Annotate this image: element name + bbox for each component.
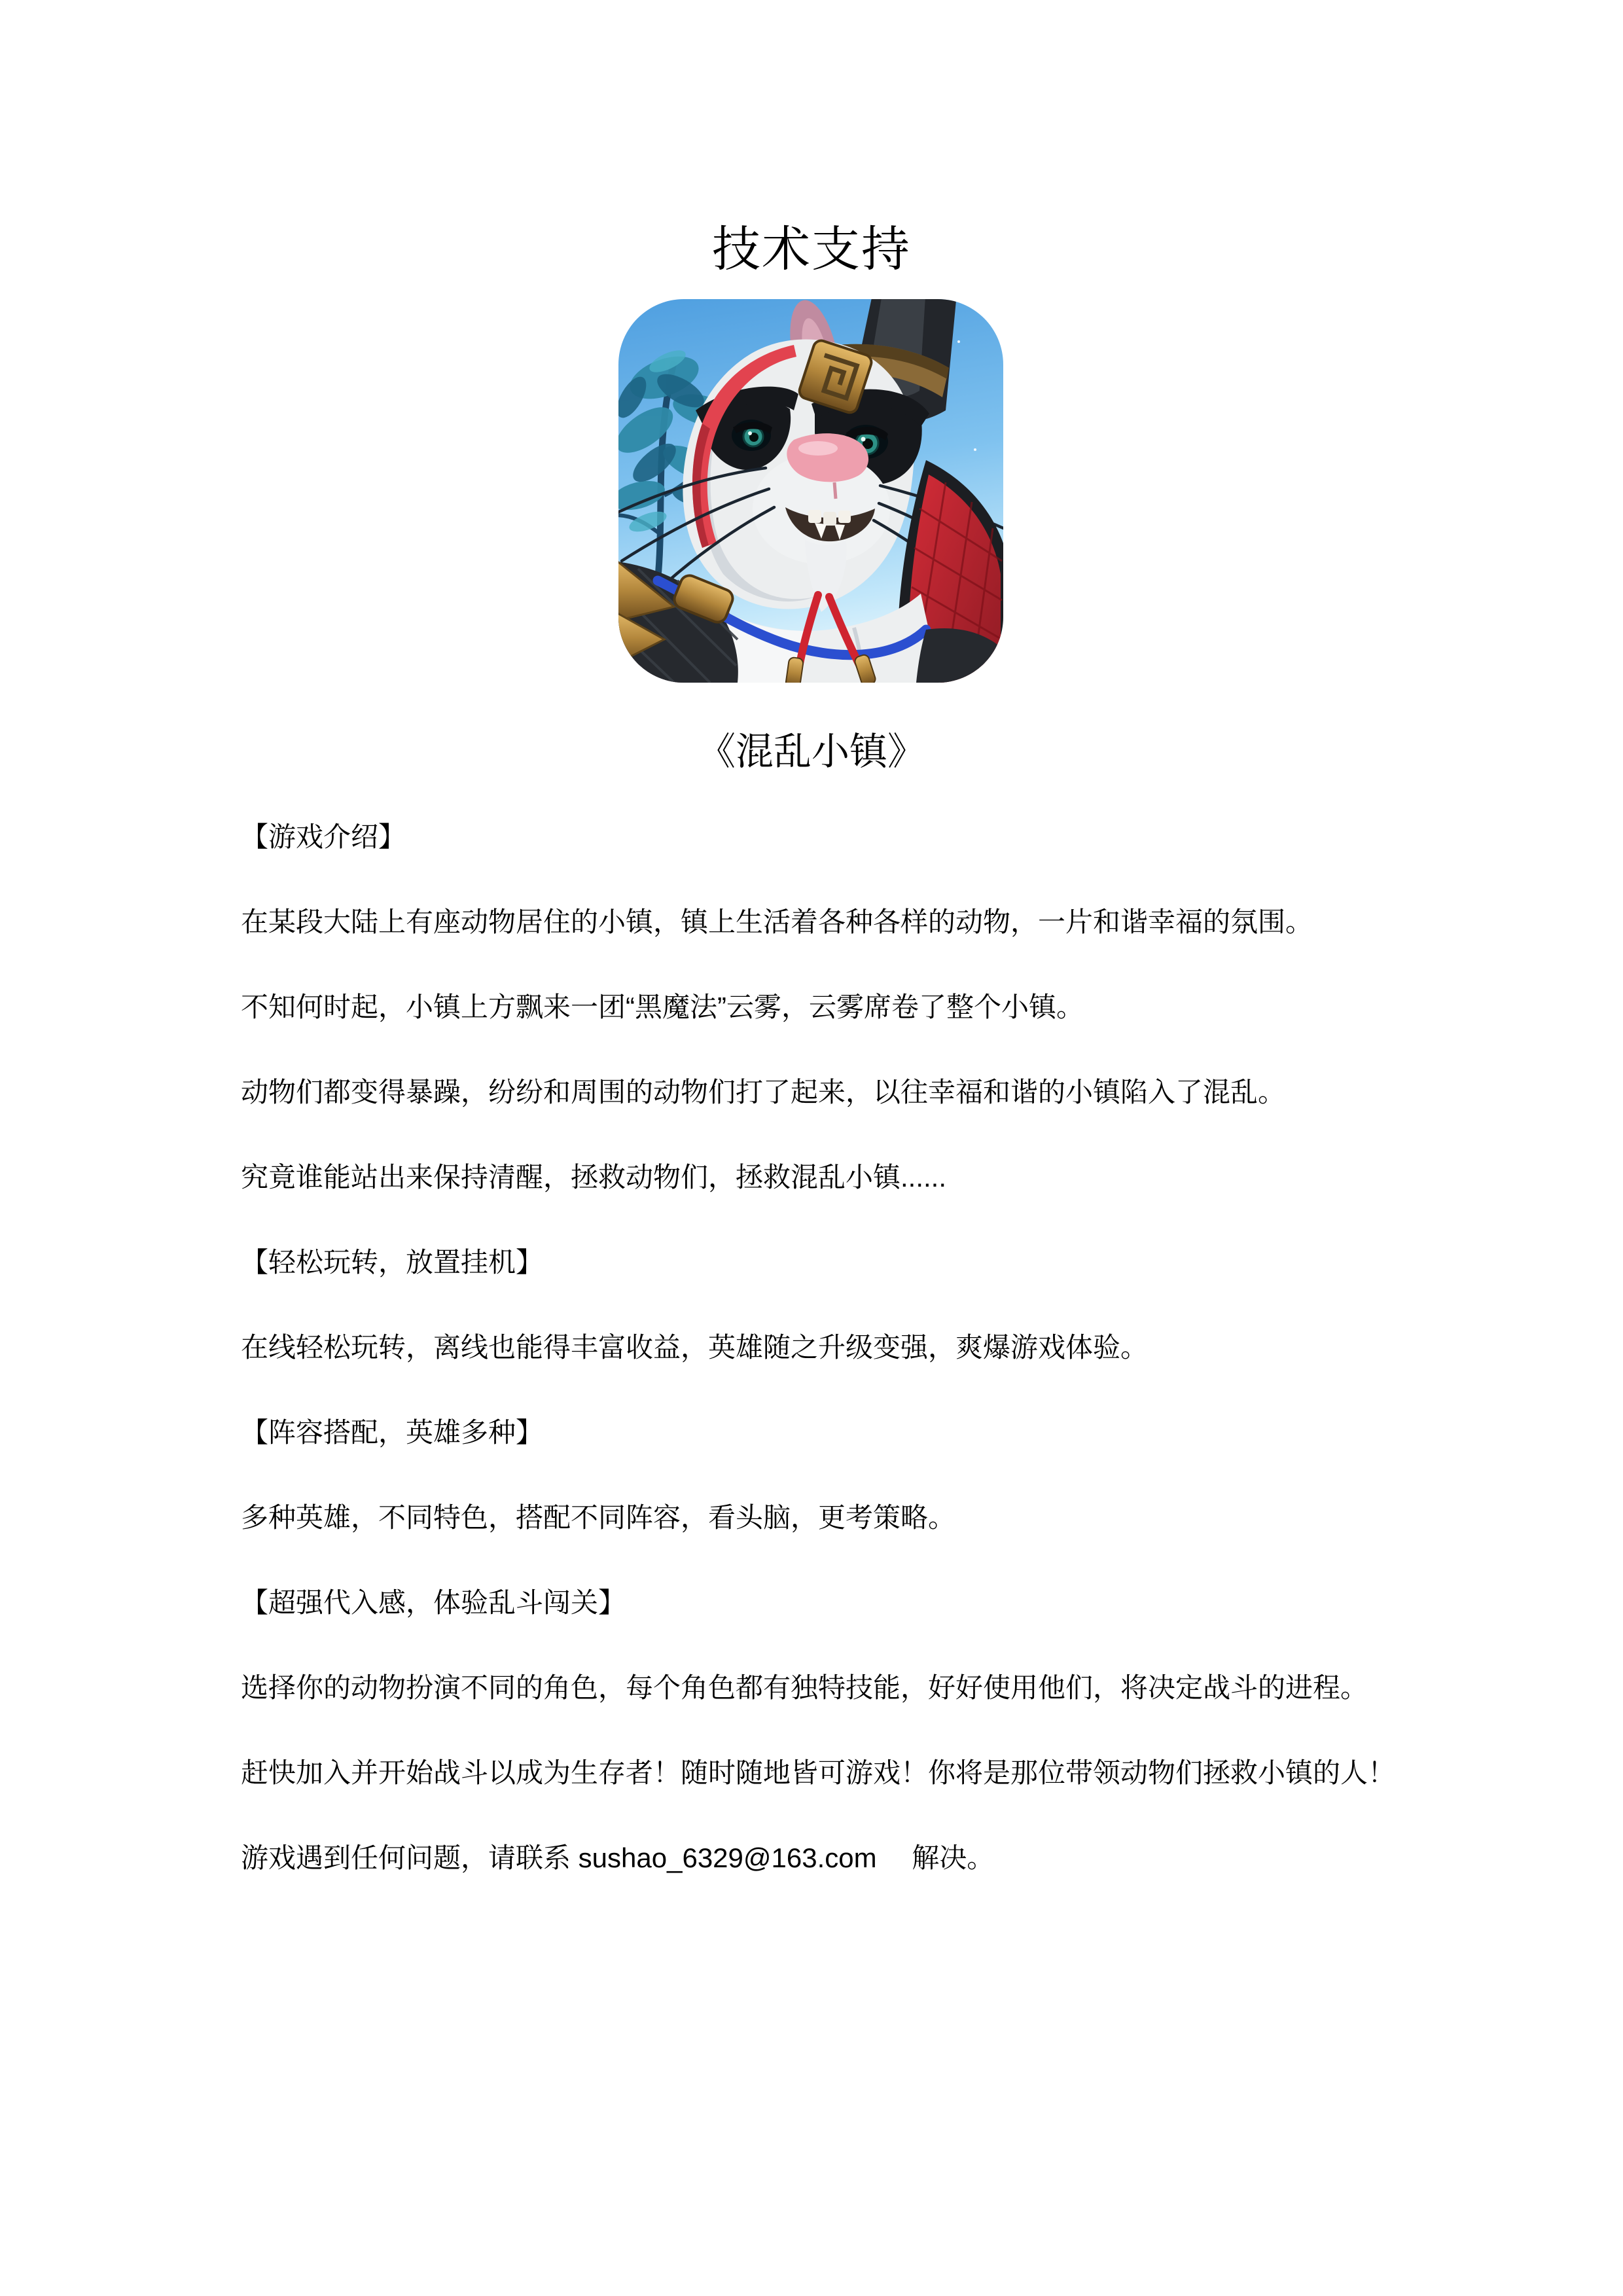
support-line xyxy=(241,1816,1419,1901)
support-email: sushao_6329@163.com xyxy=(578,1842,877,1873)
page-title: 技术支持 xyxy=(712,222,911,276)
description-paragraph: 赶快加入并开始战斗以成为生存者！随时随地皆可游戏！你将是那位带领动物们拯救小镇的人！ xyxy=(241,1757,1396,1788)
description-paragraph: 在线轻松玩转，离线也能得丰富收益，英雄随之升级变强，爽爆游戏体验。 xyxy=(241,1332,1149,1363)
description-paragraph: 选择你的动物扮演不同的角色，每个角色都有独特技能，好好使用他们，将决定战斗的进程。 xyxy=(241,1672,1368,1703)
description-content xyxy=(241,795,1419,1901)
sections xyxy=(241,795,1419,1816)
section-heading: 【超强代入感，体验乱斗闯关】 xyxy=(241,1587,626,1618)
description-paragraph: 多种英雄，不同特色，搭配不同阵容，看头脑，更考策略。 xyxy=(241,1502,956,1533)
app-icon xyxy=(618,299,1003,683)
description-paragraph: 究竟谁能站出来保持清醒，拯救动物们，拯救混乱小镇...... xyxy=(241,1162,947,1193)
support-line-prefix: 游戏遇到任何问题，请联系 xyxy=(241,1842,579,1873)
support-line-suffix: 解决。 xyxy=(876,1842,995,1873)
app-icon-image xyxy=(618,299,1003,683)
section-heading: 【阵容搭配，英雄多种】 xyxy=(241,1417,544,1448)
section-heading: 【轻松玩转，放置挂机】 xyxy=(241,1247,544,1278)
app-name: 《混乱小镇》 xyxy=(697,730,925,773)
description-paragraph: 动物们都变得暴躁，纷纷和周围的动物们打了起来，以往幸福和谐的小镇陷入了混乱。 xyxy=(241,1077,1286,1107)
section-heading: 【游戏介绍】 xyxy=(241,821,406,852)
description-paragraph: 在某段大陆上有座动物居住的小镇，镇上生活着各种各样的动物，一片和谐幸福的氛围。 xyxy=(241,906,1313,937)
description-paragraph: 不知何时起，小镇上方飘来一团“黑魔法”云雾，云雾席卷了整个小镇。 xyxy=(241,992,1084,1022)
